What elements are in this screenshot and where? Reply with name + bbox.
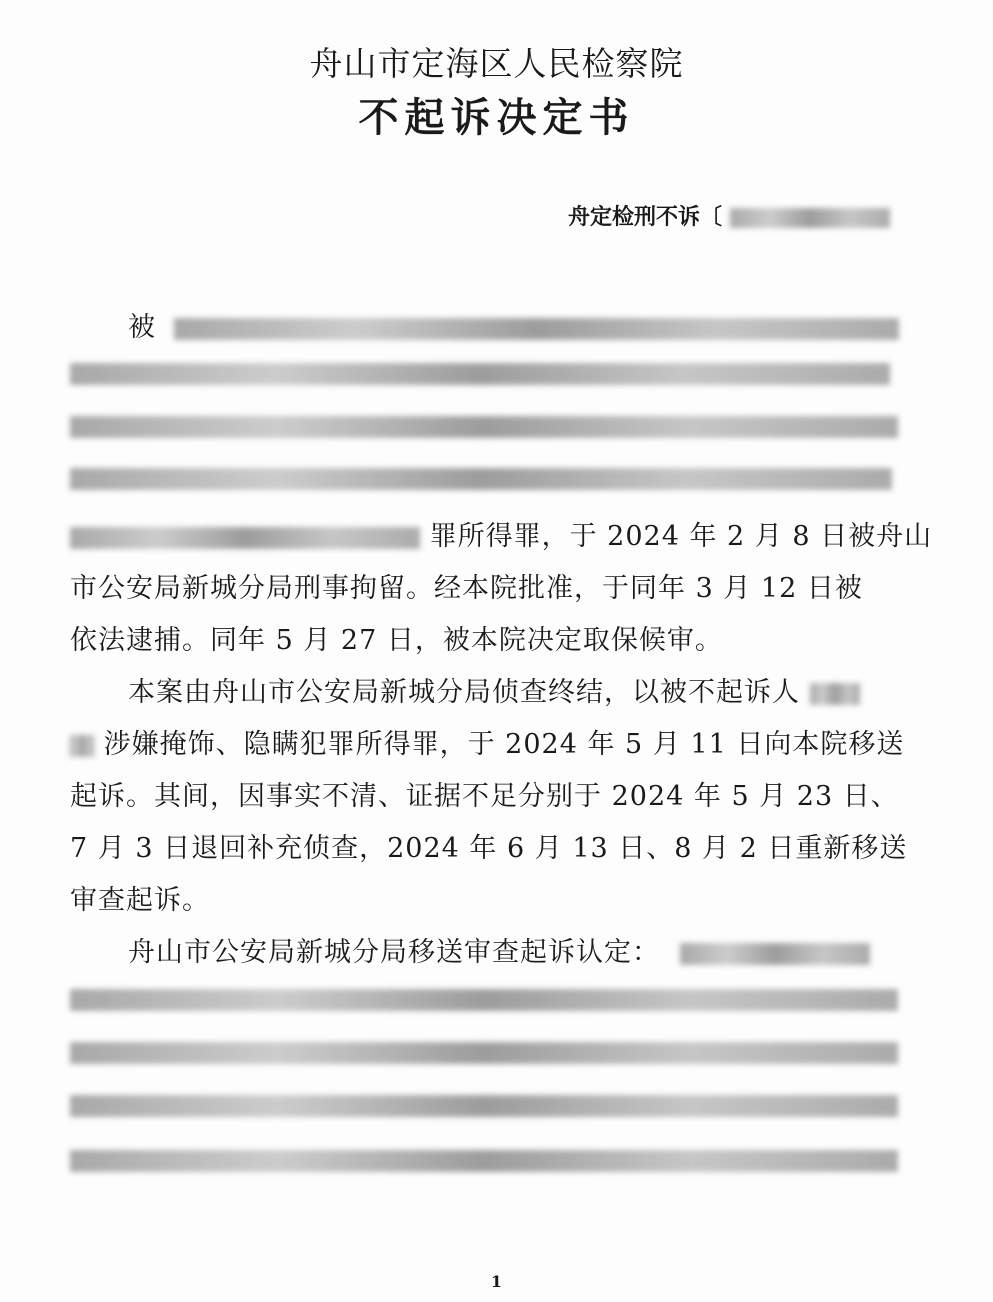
redacted-block — [70, 363, 890, 385]
paragraph-line — [70, 930, 902, 969]
paragraph-text: 7 月 3 日退回补充侦查，2024 年 6 月 13 日、8 月 2 日重新移送 — [70, 833, 908, 864]
paragraph-text: 依法逮捕。同年 5 月 27 日，被本院决定取保候审。 — [70, 625, 723, 656]
paragraph-line — [70, 878, 902, 917]
redacted-block — [174, 318, 899, 340]
redacted-block — [70, 416, 898, 438]
paragraph-line — [70, 305, 902, 344]
paragraph-text: 审查起诉。 — [70, 885, 210, 916]
paragraph-line — [70, 357, 902, 388]
paragraph-line — [70, 514, 933, 553]
paragraph-text: 舟山市公安局新城分局移送审查起诉认定： — [128, 937, 660, 968]
paragraph-line — [70, 618, 902, 657]
paragraph-line — [70, 462, 902, 493]
redacted-block — [70, 1150, 898, 1172]
paragraph-text: 市公安局新城分局刑事拘留。经本院批准，于同年 3 月 12 日被 — [70, 573, 863, 604]
paragraph-line — [70, 722, 905, 761]
paragraph-line — [70, 1144, 902, 1175]
redacted-block — [680, 943, 870, 965]
redacted-block — [730, 208, 890, 228]
redacted-block — [70, 1042, 898, 1064]
paragraph-line — [70, 983, 902, 1014]
paragraph-line — [70, 774, 902, 813]
redacted-block — [70, 1095, 898, 1117]
redacted-block — [70, 527, 420, 549]
paragraph-text: 涉嫌掩饰、隐瞒犯罪所得罪，于 2024 年 5 月 11 日向本院移送 — [103, 729, 905, 760]
page-number: 1 — [490, 1272, 503, 1291]
redacted-block — [70, 989, 898, 1011]
redacted-block — [810, 683, 860, 705]
redacted-block — [70, 468, 892, 490]
paragraph-line — [70, 826, 908, 865]
paragraph-line — [70, 1036, 902, 1067]
document-title: 不起诉决定书 — [358, 95, 635, 141]
paragraph-line — [70, 1089, 902, 1120]
paragraph-text: 起诉。其间，因事实不清、证据不足分别于 2024 年 5 月 23 日、 — [70, 781, 899, 812]
document-number — [568, 200, 890, 231]
paragraph-text: 本案由舟山市公安局新城分局侦查终结，以被不起诉人 — [128, 677, 800, 708]
organization-title: 舟山市定海区人民检察院 — [309, 44, 684, 83]
paragraph-line — [70, 670, 902, 709]
paragraph-line — [70, 410, 902, 441]
redacted-block — [70, 735, 94, 757]
document-number-text: 舟定检刑不诉〔 — [568, 204, 723, 230]
paragraph-line — [70, 566, 902, 605]
paragraph-text: 罪所得罪，于 2024 年 2 月 8 日被舟山 — [429, 521, 933, 552]
paragraph-text: 被 — [128, 312, 156, 343]
